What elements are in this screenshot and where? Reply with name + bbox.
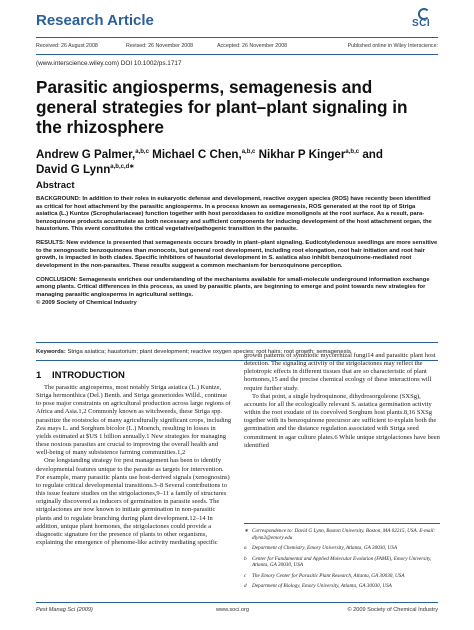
title-line: Parasitic angiosperms, semagenesis and — [36, 77, 373, 97]
page-header — [0, 0, 474, 40]
keywords-rule-top — [36, 342, 438, 343]
footnote-mark: a — [244, 545, 247, 551]
author-name: Michael C Chen, — [152, 148, 242, 161]
keywords-text: Striga asiatica; haustorium; plant development; reactive oxygen species; root hairs; root growth; semagenesis — [67, 349, 351, 355]
author-name: Andrew G Palmer, — [36, 148, 136, 161]
keywords-label: Keywords: — [36, 349, 66, 355]
footnote-rule — [244, 523, 440, 524]
author-affiliation: a,b,c — [135, 149, 149, 156]
abstract-copyright: © 2009 Society of Chemical Industry — [36, 299, 137, 306]
sci-logo-icon — [404, 8, 438, 32]
footnote — [244, 573, 440, 580]
author-affiliation: a,b,c — [241, 149, 256, 156]
publication-dates — [36, 43, 438, 52]
abstract-conclusion: CONCLUSION: Semagenesis enriches our understanding of the mechanisms available for small-molecule underground information exchange among plants. Critical differences in this process, as used by parasitic plants, are beginning to emerge and point towards new strategies for managing parasitic angiosperms in agricultural settings. — [36, 276, 430, 299]
left-column — [36, 384, 232, 547]
footnote — [244, 583, 440, 590]
dates-rule — [36, 54, 438, 55]
footnote — [244, 528, 440, 541]
footnote-mark: c — [244, 572, 247, 579]
footnote — [244, 556, 440, 569]
section-label: Research Article — [36, 12, 154, 29]
author-affiliation: a,b,c,d∗ — [110, 164, 135, 171]
section-heading-introduction — [36, 370, 125, 381]
footnote-text: Department of Biology, Emory University, Atlanta, GA 30030, USA — [252, 583, 392, 589]
footnote — [244, 545, 440, 552]
footnote-mark: b — [244, 555, 247, 562]
author-name: Nikhar P Kinger — [258, 148, 346, 161]
footnote-mark: ∗ — [244, 528, 249, 534]
body-paragraph: To that point, a single hydroquinone, dihydrosorgoleone (SXSg), accounts for all the ecologically relevant S. asiatica germination activity within the root exudate of its coevolved Sorghum host plants.8,16 SXSg together with its benzoquinone precursor are sufficient to explain both the germination and the distance regulation associated with Striga seed commitment in agar culture plates.6 While unique strigolactones have been identified — [244, 392, 440, 449]
abstract-heading: Abstract — [36, 180, 75, 191]
logo-text: SCI — [412, 18, 431, 29]
abstract-results: RESULTS: New evidence is presented that semagenesis occurs broadly in plant–plant signaling. Eudicotyledenous seedlings are more sensitive to the xenognostic benzoquinones than monocots, but general root development, including root elongation, root hair initiation and root hair growth, is impacted in both clades. Specific inhibitors of haustorial development in S. asiatica also inhibit benzoquinone-mediated root development in the non-parasites. These results suggest a common mechanism for benzoquinone perception. — [36, 240, 438, 269]
title-line: the rhizosphere — [36, 117, 164, 137]
author-conjunction: and — [362, 148, 383, 161]
author-affiliation: a,b,c — [345, 149, 360, 156]
body-paragraph: One longstanding strategy for pest management has been to identify developmental features unique to the parasite as targets for intervention. For example, many parasitic plants use host-derived signals (xenognosins) to regulate critical developmental transitions.3–8 Several contributions to this issue feature studies on the strigolactones,9–11 a family of structures originally discovered as inducers of germination in parasite seeds. The strigolactones are now known to initiate germination in non-parasitic plants and to regulate branching during plant development.12–14 In addition, unique plant hormones, the strigolactones could provide a diagnostic signature for the presence of plants to other organisms, explaining the emergence of phenome-like activity mediating specific — [36, 457, 230, 546]
title-line: general strategies for plant–plant signaling in — [36, 97, 408, 117]
author-name: David G Lynn — [36, 163, 111, 176]
article-title — [36, 77, 446, 137]
page-footer — [36, 607, 438, 617]
footnote-text: The Emory Center for Parasitic Plant Research, Atlanta, GA 30030, USA — [252, 572, 405, 579]
body-paragraph: The parasitic angiosperms, most notably Striga asiatica (L.) Kuntze, Striga hermonthica (Del.) Benth. and Striga gesnerioides Willd., continue to pose major constraints on agricultural production across large regions of Africa and Asia.1,2 Commonly known as witchweeds, these Striga spp. parasitize the rootstocks of many agriculturally significant crops, including Zea mays L. and Sorghum bicolor (L.) Moench, resulting in losses in yields estimated at $US 1 billion annually.1 New strategies for managing these noxious parasites are crucial to improving the overall health and well-being of many subsistence farming communities.1,2 — [36, 384, 232, 457]
revised-date: Revised: 26 November 2008 — [126, 43, 194, 49]
received-date: Received: 26 August 2008 — [36, 43, 98, 49]
abstract-body — [36, 196, 438, 314]
abstract-background: BACKGROUND: In addition to their roles in eukaryotic defense and development, reactive oxygen species (ROS) have recently been identified as critical for host attachment by the parasitic angiosperms. In a process known as semagenesis, ROS generated at the root tip of Striga asiatica (L.) Kuntze (Scrophulariaceae) function together with host peroxidases to oxidize monolignols at the root surface. As a result, para-benzoquinone products accumulate as both necessary and sufficient components for inducing development of the host attachment organ, the haustorium. This event constitutes the critical vegetative/pathogenic transition in the parasite. — [36, 196, 432, 233]
footnote-text: Center for Fundamental and Applied Molecular Evolution (FAME), Emory University, Atlanta, GA 30030, USA — [252, 555, 432, 568]
right-column — [244, 352, 440, 450]
footnote-text: Correspondence to: David G Lynn, Boston University, Boston, MA 02215, USA. E-mail: dlynn2@emory.edu — [252, 528, 436, 541]
author-list — [36, 147, 446, 177]
online-date: Published online in Wiley Interscience: — [347, 43, 438, 49]
footer-rule — [36, 602, 438, 603]
body-paragraph: growth patterns of symbiotic mycorrhizal fungi14 and parasitic plant host detection. The signaling activity of the strigolactones may reflect the pleiotropic effects in different tissues that are so characteristic of plant hormones,15 and the precise chemical ecology of these interactions will require further study. — [244, 352, 436, 392]
footer-copyright: © 2009 Society of Chemical Industry — [347, 607, 438, 613]
footnote-text: Department of Chemistry, Emory University, Atlanta, GA 30030, USA — [252, 545, 398, 551]
doi-link[interactable]: (www.interscience.wiley.com) DOI 10.1002/ps.1717 — [36, 60, 182, 67]
section-title: INTRODUCTION — [52, 370, 125, 381]
header-rule — [36, 37, 438, 38]
section-number: 1 — [36, 370, 42, 381]
footnote-mark: d — [244, 583, 247, 589]
accepted-date: Accepted: 26 November 2008 — [217, 43, 288, 49]
publisher-website[interactable]: www.soci.org — [216, 607, 249, 613]
journal-citation: Pest Manag Sci (2009) — [36, 607, 93, 613]
footnotes — [244, 528, 440, 594]
